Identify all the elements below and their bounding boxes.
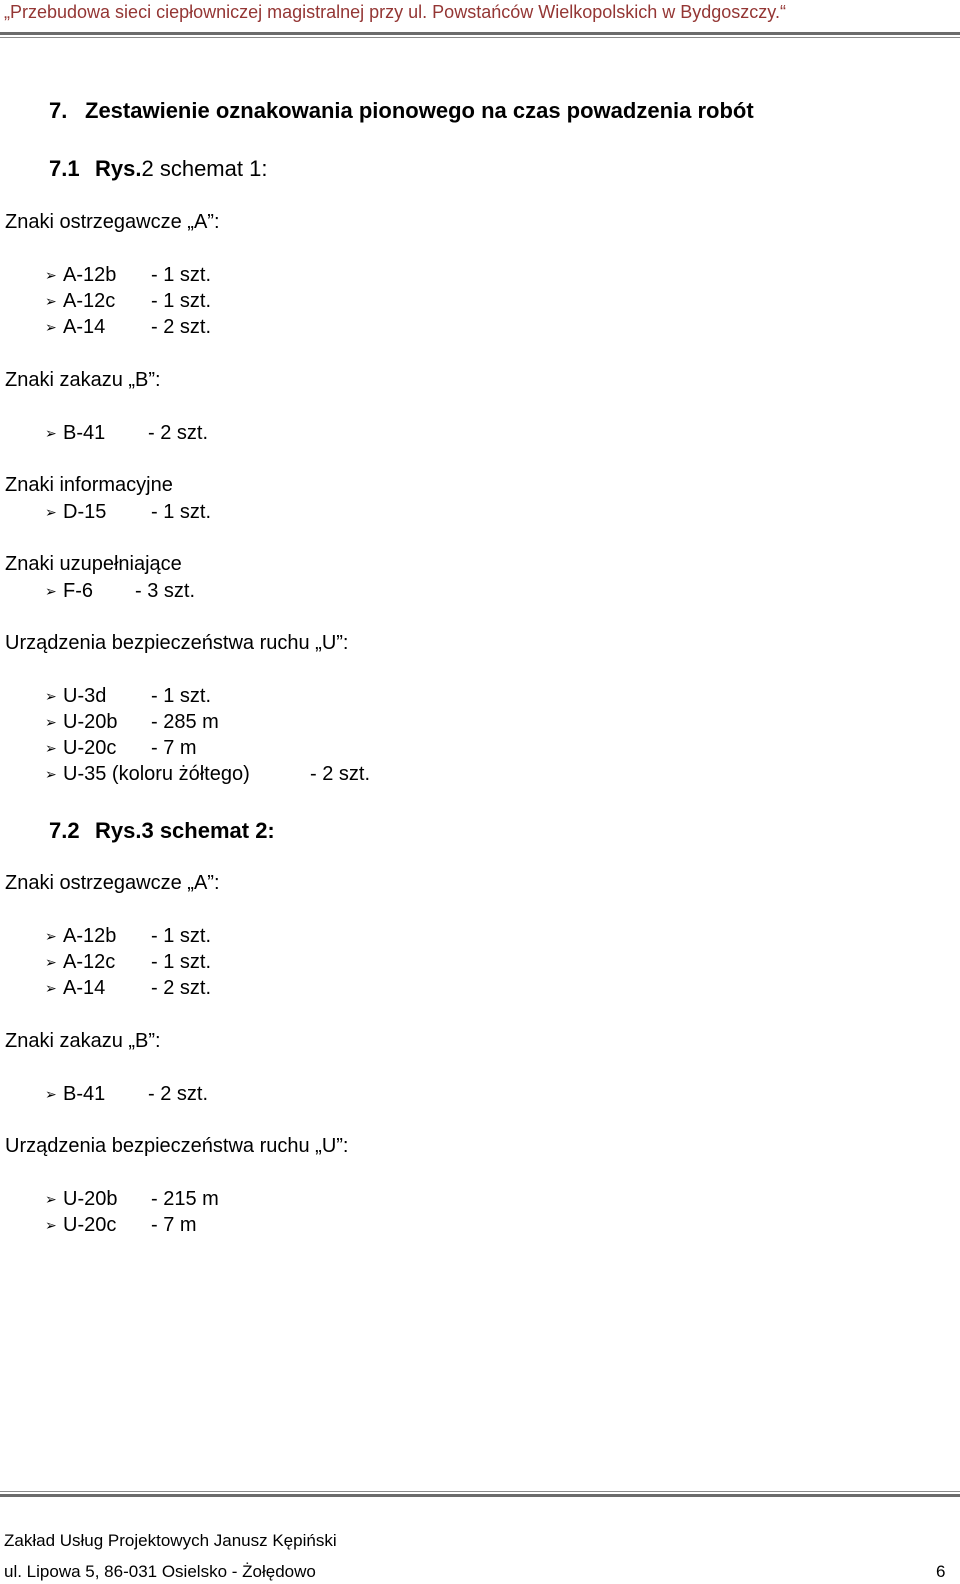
subsection-title: Rys.3 schemat 2: [95,818,275,843]
sign-quantity: - 285 m [151,711,219,733]
section-number: 7. [49,98,68,123]
group-title-warning: Znaki ostrzegawcze „A”: [5,211,220,233]
list-item [45,735,370,761]
sign-quantity: - 7 m [151,1214,197,1236]
sign-code: U-20c [63,737,117,759]
arrow-bullet-icon: ➢ [45,954,57,970]
list-item [45,499,211,525]
list-item [45,949,211,975]
subsection-number: 7.2 [49,818,80,843]
group-title-warning: Znaki ostrzegawcze „A”: [5,872,220,894]
sign-quantity: - 2 szt. [151,977,212,999]
page-number: 6 [936,1562,946,1581]
list-item [45,420,208,446]
subsection-heading-7-1 [49,156,267,182]
sign-quantity: - 1 szt. [151,685,212,707]
footer-rule [0,1494,960,1497]
list-warning [45,262,211,340]
list-item [45,1212,219,1238]
sign-quantity: - 215 m [151,1188,219,1210]
list-supplementary [45,578,195,604]
group-title-supplementary: Znaki uzupełniające [5,553,182,575]
group-title-prohibition: Znaki zakazu „B”: [5,1030,161,1052]
sign-code: A-12c [63,290,116,312]
sign-quantity: - 7 m [151,737,197,759]
sign-code: B-41 [63,422,106,444]
header-rule-thin [0,37,960,38]
section-heading [49,98,754,124]
sign-code: U-35 (koloru żółtego) [63,763,250,785]
sign-quantity: - 1 szt. [151,290,212,312]
arrow-bullet-icon: ➢ [45,293,57,309]
sign-quantity: - 2 szt. [151,316,212,338]
arrow-bullet-icon: ➢ [45,928,57,944]
list-item [45,1186,219,1212]
sign-code: A-14 [63,316,106,338]
sign-code: A-14 [63,977,106,999]
header-rule [0,32,960,35]
sign-code: B-41 [63,1083,106,1105]
sign-quantity: - 2 szt. [148,1083,209,1105]
group-title-prohibition: Znaki zakazu „B”: [5,369,161,391]
sign-code: U-3d [63,685,107,707]
footer-address: ul. Lipowa 5, 86-031 Osielsko - Żołędowo [4,1562,316,1581]
sign-quantity: - 2 szt. [310,763,371,785]
sign-code: A-12b [63,264,117,286]
sign-code: A-12b [63,925,117,947]
list-item [45,578,195,604]
list-item [45,288,211,314]
arrow-bullet-icon: ➢ [45,425,57,441]
arrow-bullet-icon: ➢ [45,688,57,704]
list-item [45,975,211,1001]
sign-quantity: - 3 szt. [135,580,196,602]
list-safety-devices [45,1186,219,1238]
sign-quantity: - 1 szt. [151,925,212,947]
list-warning [45,923,211,1001]
arrow-bullet-icon: ➢ [45,504,57,520]
arrow-bullet-icon: ➢ [45,740,57,756]
subsection-title-rest: 2 schemat 1: [141,156,268,181]
list-prohibition [45,420,208,446]
footer-company: Zakład Usług Projektowych Janusz Kępiński [4,1531,337,1550]
section-title: Zestawienie oznakowania pionowego na czas powadzenia robót [85,98,754,123]
subsection-title-bold: Rys. [95,156,142,181]
arrow-bullet-icon: ➢ [45,583,57,599]
sign-quantity: - 2 szt. [148,422,209,444]
list-information [45,499,211,525]
group-title-information: Znaki informacyjne [5,474,173,496]
sign-code: D-15 [63,501,107,523]
list-item [45,761,370,787]
sign-code: A-12c [63,951,116,973]
arrow-bullet-icon: ➢ [45,1217,57,1233]
arrow-bullet-icon: ➢ [45,319,57,335]
arrow-bullet-icon: ➢ [45,980,57,996]
sign-code: U-20b [63,1188,118,1210]
sign-code: U-20b [63,711,118,733]
sign-quantity: - 1 szt. [151,951,212,973]
list-safety-devices [45,683,370,787]
arrow-bullet-icon: ➢ [45,267,57,283]
group-title-safety-devices: Urządzenia bezpieczeństwa ruchu „U”: [5,1135,349,1157]
sign-quantity: - 1 szt. [151,264,212,286]
list-prohibition [45,1081,208,1107]
list-item [45,1081,208,1107]
running-header: „Przebudowa sieci ciepłowniczej magistralnej przy ul. Powstańców Wielkopolskich w Bydgoszczy.“ [4,2,786,22]
sign-code: F-6 [63,580,93,602]
list-item [45,262,211,288]
footer-rule-thin [0,1491,960,1492]
sign-quantity: - 1 szt. [151,501,212,523]
arrow-bullet-icon: ➢ [45,1191,57,1207]
subsection-heading-7-2 [49,818,275,844]
list-item [45,709,370,735]
arrow-bullet-icon: ➢ [45,1086,57,1102]
sign-code: U-20c [63,1214,117,1236]
subsection-number: 7.1 [49,156,80,181]
list-item [45,314,211,340]
arrow-bullet-icon: ➢ [45,766,57,782]
list-item [45,683,370,709]
group-title-safety-devices: Urządzenia bezpieczeństwa ruchu „U”: [5,632,349,654]
list-item [45,923,211,949]
arrow-bullet-icon: ➢ [45,714,57,730]
